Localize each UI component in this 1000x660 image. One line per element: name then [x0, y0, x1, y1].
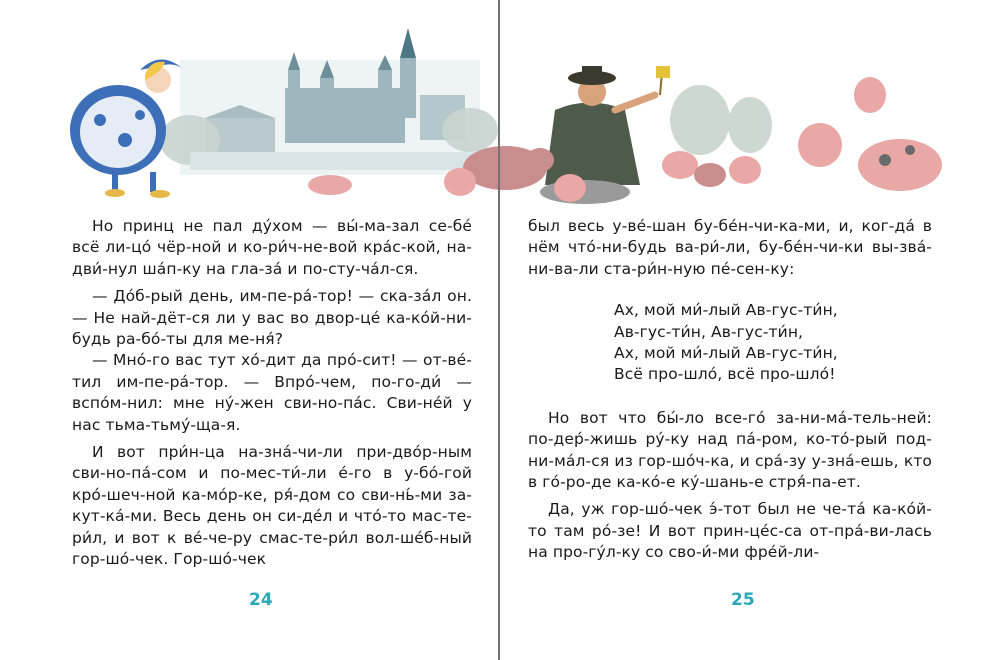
left-page-text [72, 216, 472, 571]
paragraph: Да, уж гор-шо́-чек э́-тот был не че-та́ ка-ко́й-то там ро́-зе! И вот прин-це́с-са от-пра́-ви-лась на про-гу́л-ку со сво-и́-ми фре́й-ли- [528, 500, 932, 562]
paragraph: — До́б-рый день, им-пе-ра́-тор! — ска-за́л он. — Не най-дёт-ся ли у вас во двор-це́ ка-ко́й-ни-будь ра-бо́-ты для ме-ня́? [72, 287, 472, 349]
paragraph: — Мно́-го вас тут хо́-дит да про́-сит! — от-ве́-тил им-пе-ра́-тор. — Впро́-чем, по-го-ди́ — вспо́м-нил: мне ну́-жен сви-но-па́с. Сви-не́й у нас тьма-тьму́-ща-я. [72, 351, 472, 434]
poem-line: Ах, мой ми́-лый Ав-гус-ти́н, [614, 301, 838, 320]
paragraph: Но принц не пал ду́хом — вы́-ма-зал се-бе́ всё ли-цо́ чёр-ной и ко-ри́ч-не-вой кра́с-кой, на-дви́-нул ша́п-ку на гла-за́ и по-сту-ча́л-ся. [72, 217, 472, 278]
bell-rattle-icon [656, 66, 670, 95]
poem-line: Ах, мой ми́-лый Ав-гус-ти́н, [614, 344, 838, 363]
page-number-left: 24 [249, 590, 273, 610]
book-gutter [498, 0, 500, 660]
page-number-right: 25 [731, 590, 755, 610]
poem-line: Ав-гус-ти́н, Ав-гус-ти́н, [614, 322, 804, 341]
poem-line: Всё про-шло́, всё про-шло́! [614, 365, 836, 384]
paragraph: Но вот что бы́-ло все-го́ за-ни-ма́-тель-ней: по-дер́-жишь ру́-ку над па́-ром, ко-то́-рый под-ни-ма́л-ся из гор-шо́ч-ка, и сра́-зу у-зна́-ешь, кто в го́-ро-де ка-ко́-е ку́-шань-е стря́-па-ет. [528, 408, 932, 492]
paragraph: И вот при́н-ца на-зна́-чи-ли при-дво́р-ным сви-но-па́-сом и по-мес-ти́-ли е́-го в у-бо́-гой кро́-шеч-ной ка-мо́р-ке, ря́-дом со сви-нь́-ми за-кут-ка́-ми. Весь день он си-де́л и что́-то мас-те-ри́л, и вот к ве́-че-ру смас-те-ри́л вол-ше́б-ный гор-шо́-чек. Гор-шо́-чек [72, 443, 472, 569]
paragraph: был весь у-ве́-шан бу-бе́н-чи-ка-ми, и, ког-да́ в нём что́-ни-будь ва-ри́-ли, бу-бе́н-чи-ки вы-зва́-ни-ва-ли ста-ри́н-ную пе́-сен-ку: [528, 217, 932, 278]
header-illustration [0, 0, 1000, 215]
princess-figure [70, 59, 182, 198]
poem [614, 300, 932, 386]
right-page-text [528, 216, 932, 564]
